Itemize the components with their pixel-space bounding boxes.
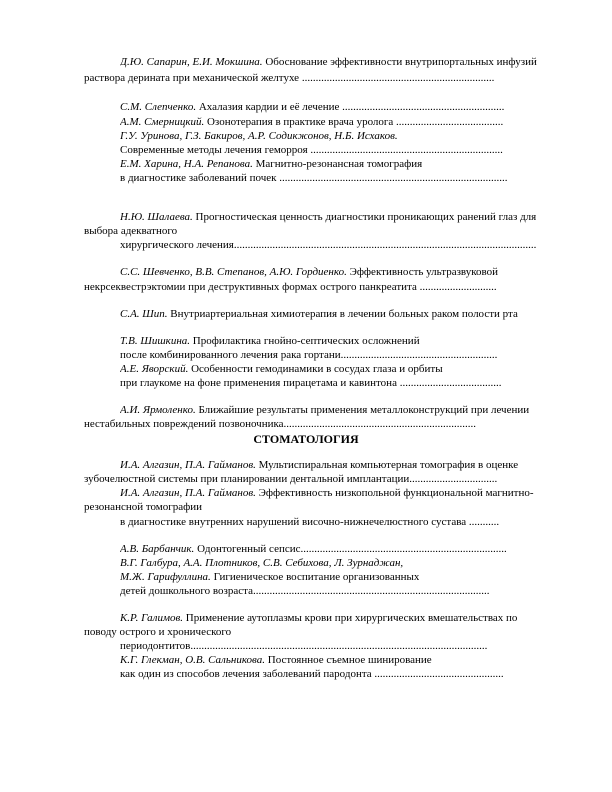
entry-line (120, 377, 501, 390)
entry-title: Внутриартериальная химиотерапия в лечении больных раком полости рта (167, 308, 518, 320)
entry-title: детей дошкольного возраста...................................................................................... (120, 585, 490, 597)
entry-title: Магнитно-резонансная томография (252, 158, 423, 170)
entry-title: нестабильных повреждений позвоночника...................................................................... (84, 418, 477, 430)
entry-title: некрсеквестрэктомии при деструктивных формах острого панкреатита ............................ (84, 281, 497, 293)
entry-title: выбора адекватного (84, 225, 178, 237)
entry-title: как один из способов лечения заболеваний пародонта ............................................... (120, 668, 504, 680)
entry-line (120, 172, 508, 185)
entry-line (120, 101, 504, 114)
entry-title: Обоснование эффективности внутрипортальных инфузий (262, 56, 537, 68)
entry-authors: В.Г. Галбура, А.А. Плотников, С.В. Себихова, Л. Зурнаджан, (120, 557, 404, 569)
entry-title: Постоянное съемное шинирование (265, 654, 432, 666)
entry-line (120, 130, 398, 143)
entry-line (120, 211, 536, 224)
entry-authors: А.Е. Яворский. (120, 363, 189, 375)
entry-line (120, 349, 497, 362)
entry-line (120, 56, 537, 69)
entry-line (120, 487, 534, 500)
entry-line (120, 266, 498, 279)
entry-title: Одонтогенный сепсис........................................................................... (194, 543, 507, 555)
entry-line (120, 571, 419, 584)
entry-line (120, 640, 487, 653)
entry-authors: Д.Ю. Сапарин, Е.И. Мокшина. (120, 56, 263, 68)
entry-line (120, 404, 529, 417)
entry-authors: И.А. Алгазин, П.А. Гайманов. (120, 487, 256, 499)
entry-title: Ближайшие результаты применения металлоконструкций при лечении (195, 404, 530, 416)
entry-title: Гигиеническое воспитание организованных (210, 571, 420, 583)
entry-line (120, 335, 420, 348)
entry-authors: С.А. Шип. (120, 308, 168, 320)
entry-authors: А.В. Барбанчик. (120, 543, 195, 555)
entry-authors: Т.В. Шишкина. (120, 335, 191, 347)
entry-title: после комбинированного лечения рака гортани......................................................... (120, 349, 498, 361)
entry-title: Применение аутоплазмы крови при хирургических вмешательствах по (183, 612, 518, 624)
entry-line (120, 158, 422, 171)
entry-line (120, 363, 443, 376)
entry-authors: Е.М. Харина, Н.А. Репанова. (120, 158, 253, 170)
entry-title: в диагностике заболеваний почек ................................................................................... (120, 172, 508, 184)
entry-line (120, 612, 517, 625)
entry-authors: С.М. Слепченко. (120, 101, 197, 113)
entry-title: Озонотерапия в практике врача уролога ....................................... (204, 116, 504, 128)
entry-title: Современные методы лечения геморроя ...................................................................... (120, 144, 503, 156)
entry-authors: М.Ж. Гарифуллина. (120, 571, 211, 583)
entry-line (120, 543, 507, 556)
entry-title: при глаукоме на фоне применения пирацетама и кавинтона ..................................... (120, 377, 502, 389)
entry-line (120, 557, 403, 570)
entry-line (84, 281, 497, 294)
entry-title: Эффективность низкопольной функциональной магнитно- (255, 487, 534, 499)
entry-line (84, 473, 497, 486)
entry-line (120, 668, 504, 681)
entry-title: Эффективность ультразвуковой (346, 266, 499, 278)
entry-title: Профилактика гнойно-септических осложнений (190, 335, 420, 347)
entry-title: зубочелюстной системы при планировании дентальной имплантации................................ (84, 473, 498, 485)
entry-authors: С.С. Шевченко, В.В. Степанов, А.Ю. Гордиенко. (120, 266, 347, 278)
entry-line (84, 501, 202, 514)
entry-line (84, 72, 494, 85)
entry-authors: К.Г. Глекман, О.В. Сальникова. (120, 654, 265, 666)
entry-line (120, 308, 518, 321)
entry-authors: А.И. Ярмоленко. (120, 404, 196, 416)
entry-title: раствора дерината при механической желтухе ...................................................................... (84, 72, 495, 84)
entry-line (120, 459, 518, 472)
entry-line (120, 585, 489, 598)
entry-title: в диагностике внутренних нарушений височно-нижнечелюстного сустава ........... (120, 516, 500, 528)
entry-authors: А.М. Смерницкий. (120, 116, 205, 128)
entry-authors: И.А. Алгазин, П.А. Гайманов. (120, 459, 256, 471)
entry-title: резонансной томографии (84, 501, 203, 513)
entry-line (120, 516, 499, 529)
entry-line (84, 225, 177, 238)
entry-title: Особенности гемодинамики в сосудах глаза и орбиты (188, 363, 443, 375)
entry-authors: Г.У. Уринова, Г.З. Бакиров, А.Р. Содикжонов, Н.Б. Исхаков. (120, 130, 398, 142)
entry-authors: К.Р. Галимов. (120, 612, 183, 624)
entry-line (84, 418, 476, 431)
entry-line (120, 654, 432, 667)
entry-line (120, 144, 503, 157)
entry-line (120, 239, 536, 252)
entry-line (120, 116, 503, 129)
entry-line (84, 626, 231, 639)
section-heading: СТОМАТОЛОГИЯ (253, 432, 359, 446)
entry-authors: Н.Ю. Шалаева. (120, 211, 193, 223)
entry-title: поводу острого и хронического (84, 626, 232, 638)
entry-title: Прогностическая ценность диагностики проникающих ранений глаз для (192, 211, 537, 223)
entry-title: Ахалазия кардии и её лечение ........................................................... (196, 101, 505, 113)
entry-title: периодонтитов............................................................................................................ (120, 640, 488, 652)
entry-title: Мультиспиральная компьютерная томография в оценке (255, 459, 519, 471)
entry-title: хирургического лечения.............................................................................................................. (120, 239, 537, 251)
